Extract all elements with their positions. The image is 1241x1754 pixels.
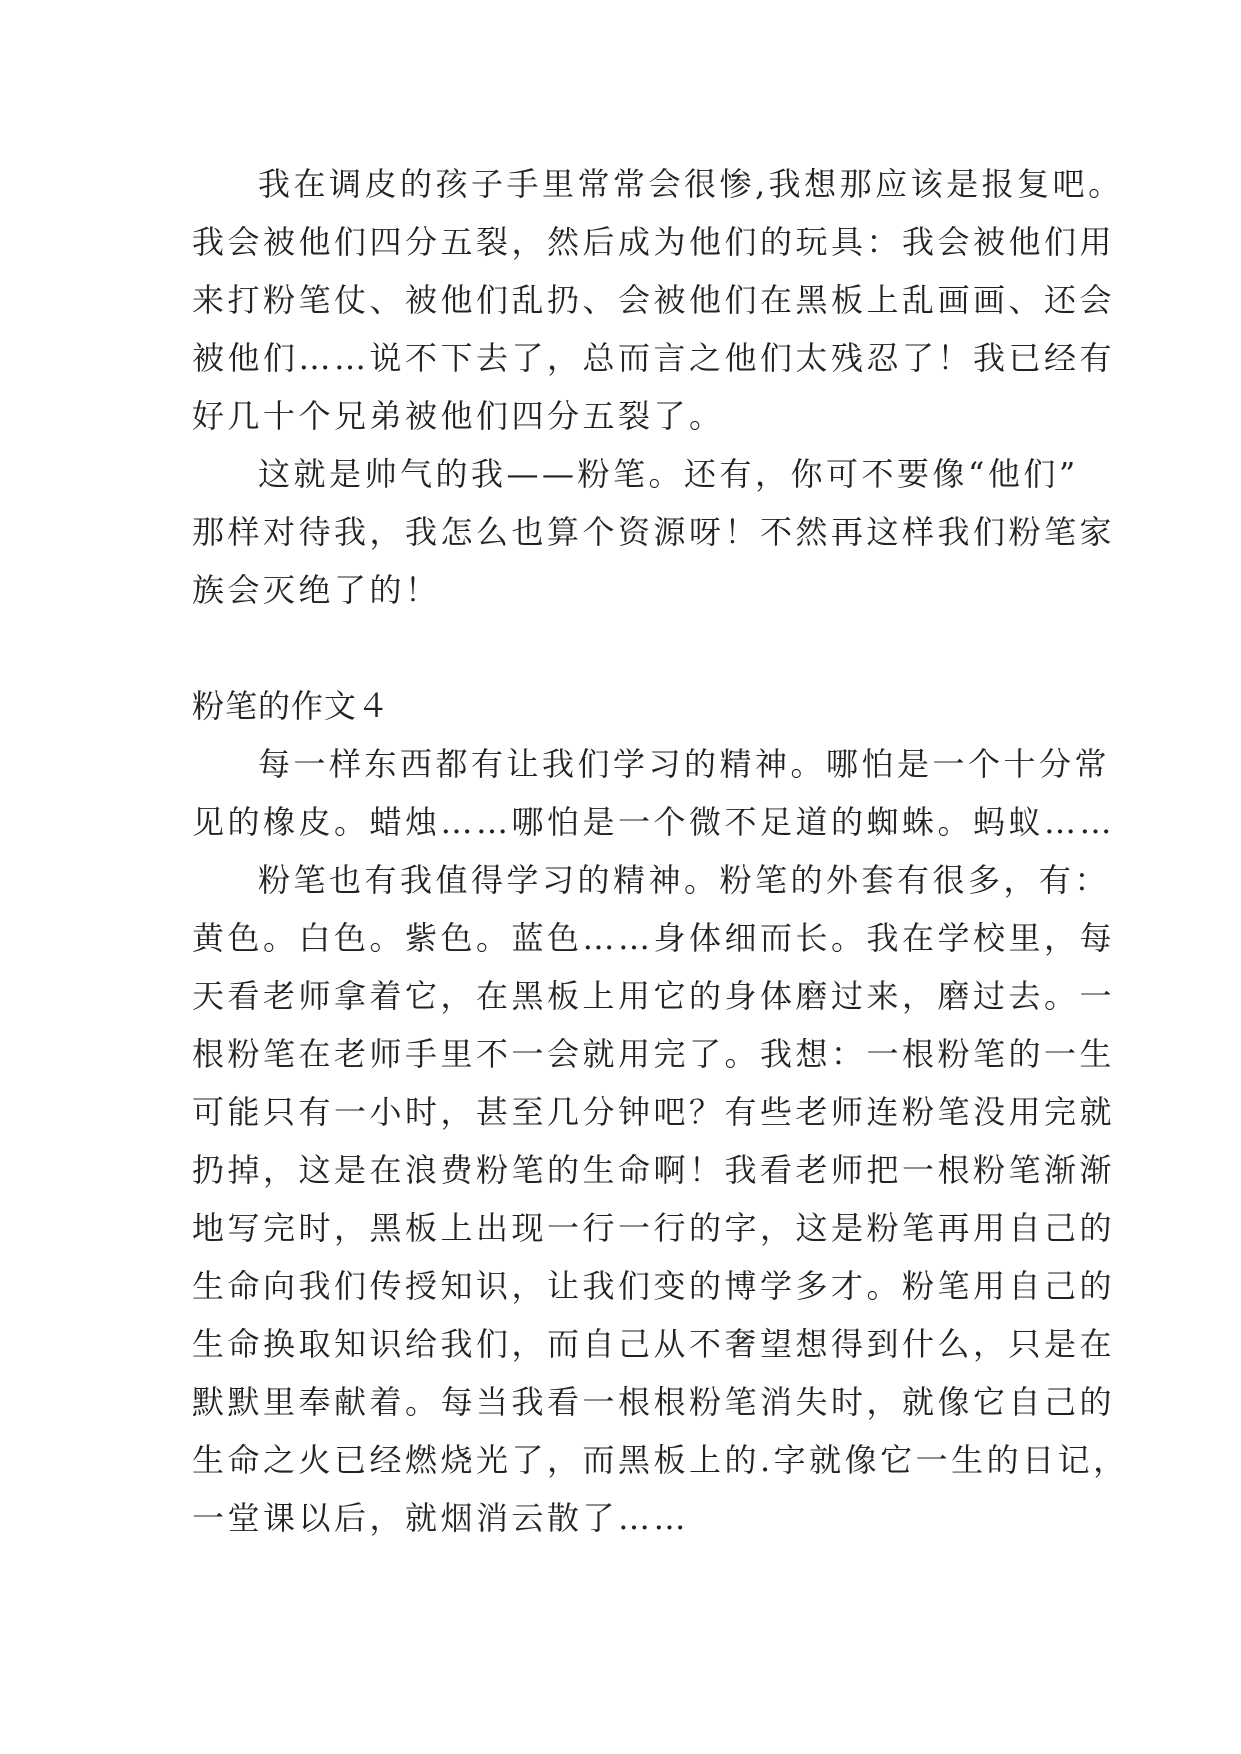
- paragraph-line: 粉笔也有我值得学习的精神。粉笔的外套有很多，有：: [258, 861, 1111, 899]
- paragraph-line: 可能只有一小时，甚至几分钟吧？有些老师连粉笔没用完就: [192, 1093, 1116, 1131]
- paragraph-line: 那样对待我，我怎么也算个资源呀！不然再这样我们粉笔家: [192, 513, 1116, 551]
- paragraph-line: 生命向我们传授知识，让我们变的博学多才。粉笔用自己的: [192, 1267, 1116, 1305]
- paragraph-line: 生命换取知识给我们，而自己从不奢望想得到什么，只是在: [192, 1325, 1116, 1363]
- paragraph-line: 根粉笔在老师手里不一会就用完了。我想：一根粉笔的一生: [192, 1035, 1116, 1073]
- paragraph-line: 默默里奉献着。每当我看一根根粉笔消失时，就像它自己的: [192, 1383, 1116, 1421]
- paragraph-line: 好几十个兄弟被他们四分五裂了。: [192, 397, 725, 435]
- paragraph-line: 见的橡皮。蜡烛……哪怕是一个微不足道的蜘蛛。蚂蚁……: [192, 803, 1116, 841]
- paragraph-line: 被他们……说不下去了，总而言之他们太残忍了！我已经有: [192, 339, 1116, 377]
- paragraph-line: 来打粉笔仗、被他们乱扔、会被他们在黑板上乱画画、还会: [192, 281, 1116, 319]
- paragraph-line: 地写完时，黑板上出现一行一行的字，这是粉笔再用自己的: [192, 1209, 1116, 1247]
- paragraph-line: 我在调皮的孩子手里常常会很惨,我想那应该是报复吧。: [258, 165, 1124, 203]
- paragraph-line: 扔掉，这是在浪费粉笔的生命啊！我看老师把一根粉笔渐渐: [192, 1151, 1116, 1189]
- paragraph-line: 这就是帅气的我——粉笔。还有，你可不要像“他们”: [258, 455, 1079, 493]
- paragraph-line: 我会被他们四分五裂，然后成为他们的玩具：我会被他们用: [192, 223, 1116, 261]
- paragraph-line: 天看老师拿着它，在黑板上用它的身体磨过来，磨过去。一: [192, 977, 1116, 1015]
- paragraph-line: 生命之火已经燃烧光了，而黑板上的.字就像它一生的日记，: [192, 1441, 1129, 1479]
- paragraph-line: 黄色。白色。紫色。蓝色……身体细而长。我在学校里，每: [192, 919, 1116, 957]
- paragraph-line: 每一样东西都有让我们学习的精神。哪怕是一个十分常: [258, 745, 1111, 783]
- section-heading: 粉笔的作文４: [192, 687, 391, 725]
- paragraph-line: 族会灭绝了的！: [192, 571, 441, 609]
- paragraph-line: 一堂课以后，就烟消云散了……: [192, 1499, 690, 1537]
